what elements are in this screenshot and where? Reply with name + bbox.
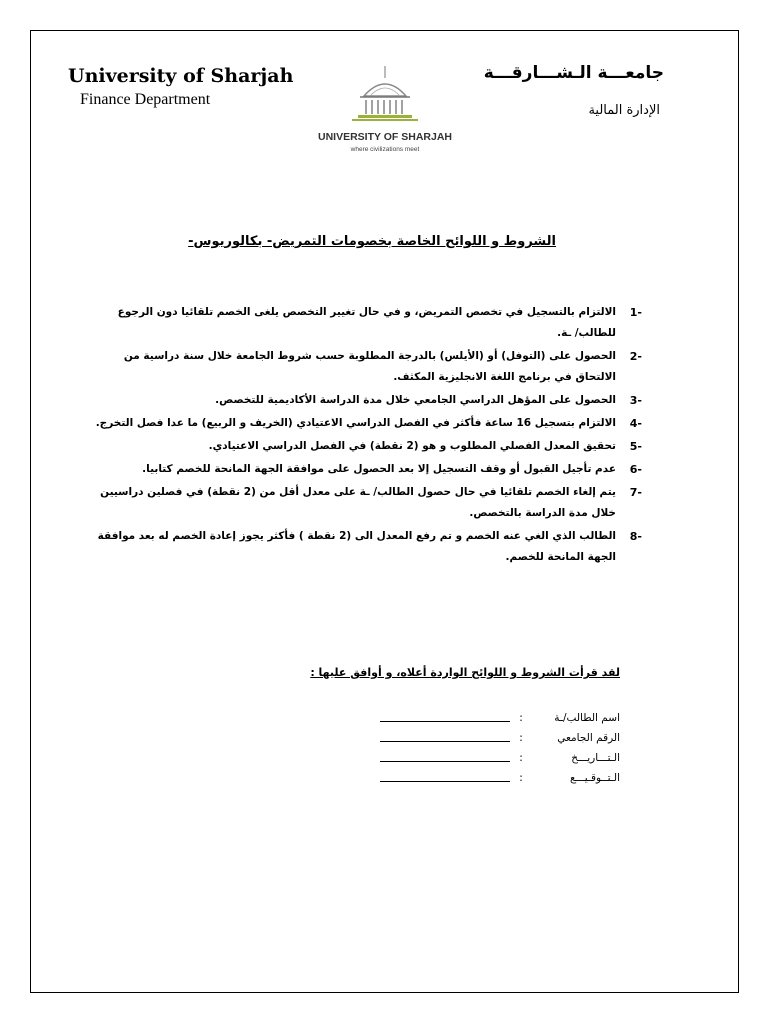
student-id-row xyxy=(380,728,620,748)
university-name-en: University of Sharjah xyxy=(68,65,294,87)
student-id-line[interactable] xyxy=(380,728,510,742)
term-item xyxy=(90,436,642,457)
term-text: يتم إلغاء الخصم تلقائيا في حال حصول الطالب/ ـة على معدل أقل من (2 نقطة) في فصلين دراسيين خلال مدة الدراسة بالتخصص. xyxy=(100,486,616,519)
logo-name: UNIVERSITY OF SHARJAH xyxy=(318,131,452,143)
term-text: الحصول على المؤهل الدراسي الجامعي خلال مدة الدراسة الأكاديمية للتخصص. xyxy=(215,394,616,406)
field-colon: : xyxy=(519,772,523,784)
field-label: الـتـــاريـــخ xyxy=(571,752,620,764)
field-label: الرقم الجامعي xyxy=(557,732,620,744)
term-number: -1 xyxy=(629,306,642,319)
term-item xyxy=(90,459,642,480)
term-number: -4 xyxy=(629,417,642,430)
term-item xyxy=(90,390,642,411)
term-item xyxy=(90,346,642,388)
student-name-row xyxy=(380,708,620,728)
term-number: -2 xyxy=(629,350,642,363)
acknowledgement-statement: لقد قرأت الشروط و اللوائح الواردة أعلاه، و أوافق عليها : xyxy=(310,666,620,679)
terms-list xyxy=(90,302,642,570)
logo-tagline: where civilizations meet xyxy=(350,146,420,153)
term-item xyxy=(90,413,642,434)
term-text: الالتزام بتسجيل 16 ساعة فأكثر في الفصل الدراسي الاعتيادي (الخريف و الربيع) ما عدا فصل التخرج. xyxy=(95,417,616,429)
document-title: الشروط و اللوائح الخاصة بخصومات التمريض- بكالوريوس- xyxy=(188,234,556,249)
field-label: الـتــوقـيـــع xyxy=(569,772,620,784)
signature-row xyxy=(380,768,620,788)
term-number: -6 xyxy=(629,463,642,476)
field-colon: : xyxy=(519,712,523,724)
term-number: -8 xyxy=(629,530,642,543)
term-text: عدم تأجيل القبول أو وقف التسجيل إلا بعد الحصول على موافقة الجهة المانحة للخصم كتابيا. xyxy=(142,463,616,475)
date-row xyxy=(380,748,620,768)
term-item xyxy=(90,482,642,524)
term-number: -3 xyxy=(629,394,642,407)
student-name-line[interactable] xyxy=(380,708,510,722)
department-name-ar: الإدارة المالية xyxy=(588,103,660,118)
term-item xyxy=(90,526,642,568)
signature-block xyxy=(380,708,620,788)
university-name-ar: جامعـــة الـشـــارقـــة xyxy=(483,63,664,83)
term-item xyxy=(90,302,642,344)
field-colon: : xyxy=(519,732,523,744)
term-text: الالتزام بالتسجيل في تخصص التمريض، و في حال تغيير التخصص يلغى الخصم تلقائيا دون الرجوع للطالب/ ـة. xyxy=(117,306,616,339)
term-number: -5 xyxy=(629,440,642,453)
term-text: الطالب الذي الغي عنه الخصم و تم رفع المعدل الى (2 نقطة ) فأكثر يجوز إعادة الخصم له بعد موافقة الجهة المانحة للخصم. xyxy=(97,530,616,563)
term-text: الحصول على (التوفل) أو (الأيلس) بالدرجة المطلوبة حسب شروط الجامعة خلال سنة دراسية من الالتحاق في برنامج اللغة الانجليزية المكثف. xyxy=(123,350,616,383)
field-colon: : xyxy=(519,752,523,764)
department-name-en: Finance Department xyxy=(80,91,211,108)
term-text: تحقيق المعدل الفصلي المطلوب و هو (2 نقطة) في الفصل الدراسي الاعتيادي. xyxy=(208,440,616,452)
field-label: اسم الطالب/ـة xyxy=(554,712,620,724)
term-number: -7 xyxy=(629,486,642,499)
signature-line[interactable] xyxy=(380,768,510,782)
university-logo xyxy=(312,62,458,158)
date-line[interactable] xyxy=(380,748,510,762)
